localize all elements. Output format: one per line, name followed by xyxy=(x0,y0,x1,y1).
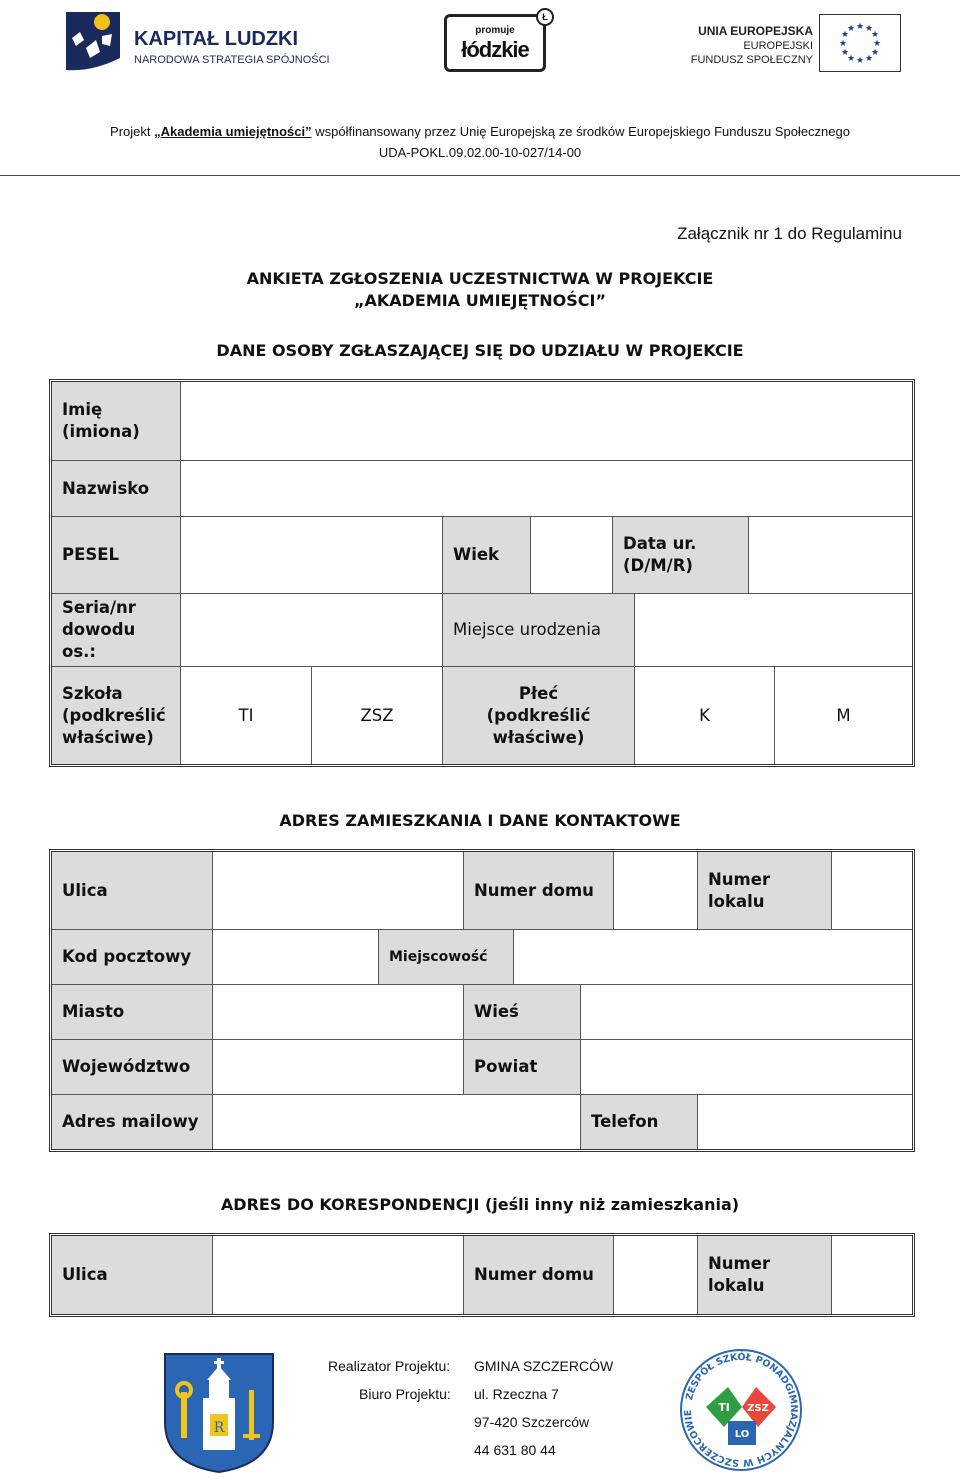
office-phone: 44 631 80 44 xyxy=(474,1442,556,1458)
svg-text:★: ★ xyxy=(840,48,850,58)
city-label: Miasto xyxy=(52,985,213,1040)
corr-flat-no-label xyxy=(698,1236,832,1314)
last-name-field[interactable] xyxy=(181,461,912,517)
village-field[interactable] xyxy=(581,985,912,1040)
svg-text:R: R xyxy=(213,1420,225,1436)
szczercow-coat-of-arms-icon xyxy=(163,1352,275,1474)
correspondence-table xyxy=(49,1233,915,1317)
promuje-lodzkie-logo xyxy=(440,8,552,70)
corr-flat-no-text: Numer lokalu xyxy=(708,1254,771,1295)
eu-line1: UNIA EUROPEJSKA xyxy=(698,24,813,38)
eu-line2: EUROPEJSKI xyxy=(743,40,813,52)
email-field[interactable] xyxy=(213,1095,581,1149)
office-city: 97-420 Szczerców xyxy=(474,1414,590,1430)
svg-text:★: ★ xyxy=(864,54,874,64)
project-suffix: współfinansowany przez Unię Europejską ze środków Europejskiego Funduszu Społecznego xyxy=(311,124,850,139)
first-name-text: Imię (imiona) xyxy=(62,400,140,441)
corr-house-no-field[interactable] xyxy=(614,1236,698,1314)
kapital-ludzki-logo xyxy=(62,8,332,78)
svg-text:★: ★ xyxy=(872,39,882,49)
school-logo-lo: LO xyxy=(734,1429,750,1440)
id-card-field[interactable] xyxy=(181,594,443,667)
county-label: Powiat xyxy=(464,1040,581,1095)
corr-street-field[interactable] xyxy=(213,1236,464,1314)
age-label: Wiek xyxy=(443,517,531,594)
form-title-project: „AKADEMIA UMIEJĘTNOŚCI” xyxy=(353,291,607,310)
phone-label: Telefon xyxy=(581,1095,698,1149)
house-no-label: Numer domu xyxy=(464,852,614,930)
locality-field[interactable] xyxy=(514,930,912,985)
birth-date-text: Data ur. (D/M/R) xyxy=(623,534,697,575)
svg-text:★: ★ xyxy=(840,30,850,40)
kapital-ludzki-title: KAPITAŁ LUDZKI xyxy=(134,28,299,50)
voivodeship-label: Województwo xyxy=(52,1040,213,1095)
birth-place-field[interactable] xyxy=(635,594,912,667)
svg-text:★: ★ xyxy=(870,48,880,58)
postal-code-field[interactable] xyxy=(213,930,379,985)
lodzkie-mark-icon: Ł xyxy=(536,8,554,26)
pesel-field[interactable] xyxy=(181,517,443,594)
street-field[interactable] xyxy=(213,852,464,930)
address-table xyxy=(49,849,915,1152)
realizator-label: Realizator Projektu: xyxy=(328,1358,451,1374)
form-title: ANKIETA ZGŁOSZENIA UCZESTNICTWA W PROJEKCIE xyxy=(246,269,714,288)
kapital-ludzki-emblem xyxy=(62,8,124,74)
svg-text:★: ★ xyxy=(846,54,856,64)
house-no-field[interactable] xyxy=(614,852,698,930)
city-field[interactable] xyxy=(213,985,464,1040)
school-logo-ring-text: ZESPÓŁ SZKÓŁ PONADGIMNAZJALNYCH W SZCZERCOWIE xyxy=(682,1351,800,1469)
birth-place-label: Miejsce urodzenia xyxy=(443,594,635,667)
pesel-label: PESEL xyxy=(52,517,181,594)
school-label xyxy=(52,667,181,764)
id-card-text: Seria/nr dowodu os.: xyxy=(62,598,136,661)
eu-logo xyxy=(690,14,905,74)
section-personal-heading: DANE OSOBY ZGŁASZAJĄCEJ SIĘ DO UDZIAŁU W PROJEKCIE xyxy=(216,341,744,360)
personal-data-table xyxy=(49,379,915,767)
first-name-label xyxy=(52,382,181,461)
gender-option-m[interactable]: M xyxy=(836,705,851,725)
school-option-ti[interactable]: TI xyxy=(181,667,312,764)
phone-field[interactable] xyxy=(698,1095,912,1149)
office-label: Biuro Projektu: xyxy=(359,1386,451,1402)
email-label: Adres mailowy xyxy=(52,1095,213,1149)
village-label: Wieś xyxy=(464,985,581,1040)
county-field[interactable] xyxy=(581,1040,912,1095)
realizator-value: GMINA SZCZERCÓW xyxy=(474,1358,614,1374)
corr-street-label: Ulica xyxy=(52,1236,213,1314)
lodzkie-name: łódzkie xyxy=(461,37,529,62)
attachment-label: Załącznik nr 1 do Regulaminu xyxy=(677,224,902,243)
project-name: „Akademia umiejętności” xyxy=(154,124,312,139)
gender-option-k[interactable]: K xyxy=(635,667,775,764)
voivodeship-field[interactable] xyxy=(213,1040,464,1095)
school-logo-icon xyxy=(678,1347,804,1473)
postal-code-label: Kod pocztowy xyxy=(52,930,213,985)
birth-date-label xyxy=(613,517,749,594)
gender-text: Płeć (podkreślić właściwe) xyxy=(486,683,591,747)
section-correspondence-heading: ADRES DO KORESPONDENCJI (jeśli inny niż zamieszkania) xyxy=(220,1195,740,1214)
first-name-field[interactable] xyxy=(181,382,912,461)
svg-text:★: ★ xyxy=(846,24,856,34)
school-logo-ti: TI xyxy=(718,1401,730,1414)
corr-house-no-label: Numer domu xyxy=(464,1236,614,1314)
svg-text:★: ★ xyxy=(864,24,874,34)
school-text: Szkoła (podkreślić właściwe) xyxy=(62,683,166,747)
locality-label: Miejscowość xyxy=(379,930,514,985)
header-divider xyxy=(0,175,960,176)
project-prefix: Projekt xyxy=(110,124,155,139)
office-street: ul. Rzeczna 7 xyxy=(474,1386,559,1402)
eu-flag-icon xyxy=(819,14,901,72)
flat-no-field[interactable] xyxy=(832,852,912,930)
lodzkie-top-text: promuje xyxy=(475,25,515,36)
school-logo-zsz: ZSZ xyxy=(747,1403,769,1414)
street-label: Ulica xyxy=(52,852,213,930)
id-card-label xyxy=(52,594,181,667)
lodzkie-frame xyxy=(444,14,546,72)
svg-text:★: ★ xyxy=(855,22,865,32)
project-line xyxy=(0,124,960,139)
section-address-heading: ADRES ZAMIESZKANIA I DANE KONTAKTOWE xyxy=(279,811,681,830)
eu-line3: FUNDUSZ SPOŁECZNY xyxy=(690,54,813,66)
flat-no-text: Numer lokalu xyxy=(708,869,771,911)
age-field[interactable] xyxy=(531,517,613,594)
kapital-ludzki-subtitle: NARODOWA STRATEGIA SPÓJNOŚCI xyxy=(134,54,330,66)
svg-text:★: ★ xyxy=(838,39,848,49)
project-code: UDA-POKL.09.02.00-10-027/14-00 xyxy=(378,145,582,160)
flat-no-label xyxy=(698,852,832,930)
last-name-label: Nazwisko xyxy=(52,461,181,517)
svg-text:★: ★ xyxy=(855,56,865,66)
corr-flat-no-field[interactable] xyxy=(832,1236,912,1314)
school-option-zsz[interactable]: ZSZ xyxy=(312,667,443,764)
svg-text:★: ★ xyxy=(870,30,880,40)
birth-date-field[interactable] xyxy=(749,517,912,594)
gender-label xyxy=(443,667,635,764)
